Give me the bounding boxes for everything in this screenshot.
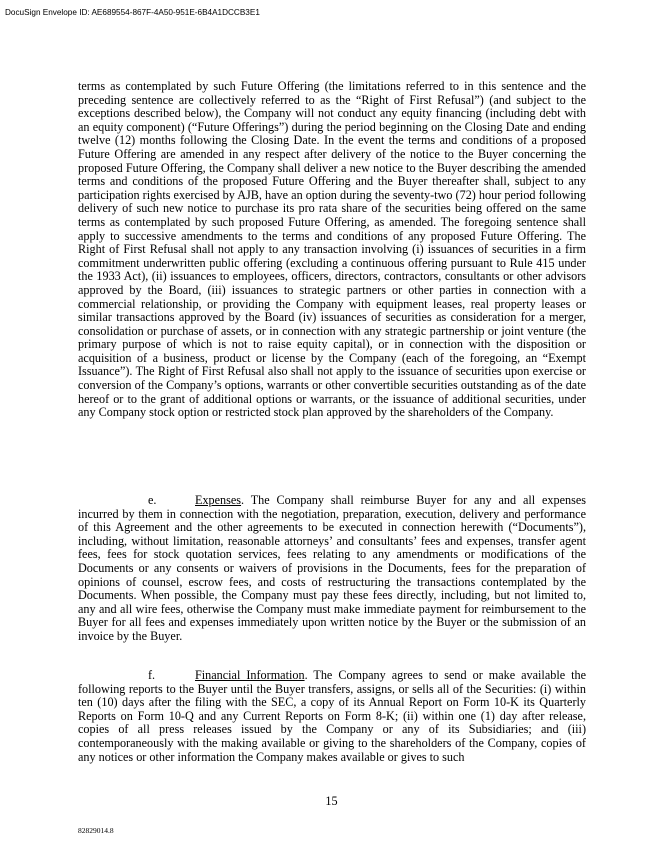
section-marker-e: e. <box>148 493 157 507</box>
page-number: 15 <box>325 794 338 808</box>
paragraph-financial-information <box>78 669 586 764</box>
docusign-envelope-id: DocuSign Envelope ID: AE689554-867F-4A50-951E-6B4A1DCCB3E1 <box>5 8 260 17</box>
section-heading-expenses: Expenses <box>195 493 242 507</box>
paragraph-right-of-first-refusal: terms as contemplated by such Future Offering (the limitations referred to in this sentence and the preceding sentence are collectively referred to as the “Right of First Refusal”) (and subject to the exceptions described below), the Company will not conduct any equity financing (including debt with an equity component) (“Future Offerings”) during the period beginning on the Closing Date and ending twelve (12) months following the Closing Date. In the event the terms and conditions of a proposed Future Offering are amended in any respect after delivery of the notice to the Buyer concerning the proposed Future Offering, the Company shall deliver a new notice to the Buyer describing the amended terms and conditions of the proposed Future Offering and the Buyer thereafter shall, subject to any participation rights exercised by AJB, have an option during the seventy-two (72) hour period following delivery of such new notice to purchase its pro rata share of the securities being offered on the same terms as contemplated by such proposed Future Offering, as amended. The foregoing sentence shall apply to successive amendments to the terms and conditions of any proposed Future Offering. The Right of First Refusal shall not apply to any transaction involving (i) issuances of securities in a firm commitment underwritten public offering (excluding a continuous offering pursuant to Rule 415 under the 1933 Act), (ii) issuances to employees, officers, directors, contractors, consultants or other advisors approved by the Board, (iii) issuances to strategic partners or other parties in connection with a commercial relationship, or providing the Company with equipment leases, real property leases or similar transactions approved by the Board (iv) issuances of securities as consideration for a merger, consolidation or purchase of assets, or in connection with any strategic partnership or joint venture (the primary purpose of which is not to raise equity capital), or in connection with the disposition or acquisition of a business, product or license by the Company (each of the foregoing, an “Exempt Issuance”). The Right of First Refusal also shall not apply to the issuance of securities upon exercise or conversion of the Company’s options, warrants or other convertible securities outstanding as of the date hereof or to the grant of additional options or warrants, or the issuance of additional securities, under any Company stock option or restricted stock plan approved by the shareholders of the Company. <box>78 79 586 420</box>
section-text-financial-information: . The Company agrees to send or make available the following reports to the Buyer until the Buyer transfers, assigns, or sells all of the Securities: (i) within ten (10) days after the filing with the SEC, a copy of its Annual Report on Form 10-K its Quarterly Reports on Form 10-Q and any Current Reports on Form 8-K; (ii) within one (1) day after release, copies of all press releases issued by the Company or any of its Subsidiaries; and (iii) contemporaneously with the making available or giving to the shareholders of the Company, copies of any notices or other information the Company makes available or gives to such <box>78 668 586 764</box>
section-heading-financial-information: Financial Information <box>195 668 305 682</box>
paragraph-expenses <box>78 494 586 644</box>
section-text-expenses: . The Company shall reimburse Buyer for any and all expenses incurred by them in connection with the negotiation, preparation, execution, delivery and performance of this Agreement and the other agreements to be executed in connection herewith (“Documents”), including, without limitation, reasonable attorneys’ and consultants’ fees and expenses, transfer agent fees, fees for stock quotation services, fees relating to any amendments or modifications of the Documents or any consents or waivers of provisions in the Documents, fees for the preparation of opinions of counsel, escrow fees, and costs of restructuring the transactions contemplated by the Documents. When possible, the Company must pay these fees directly, including, but not limited to, any and all wire fees, otherwise the Company must make immediate payment for reimbursement to the Buyer for all fees and expenses immediately upon written notice by the Buyer or the submission of an invoice by the Buyer. <box>78 493 586 643</box>
document-footer-code: 82829014.8 <box>78 826 114 835</box>
section-marker-f: f. <box>148 668 156 682</box>
